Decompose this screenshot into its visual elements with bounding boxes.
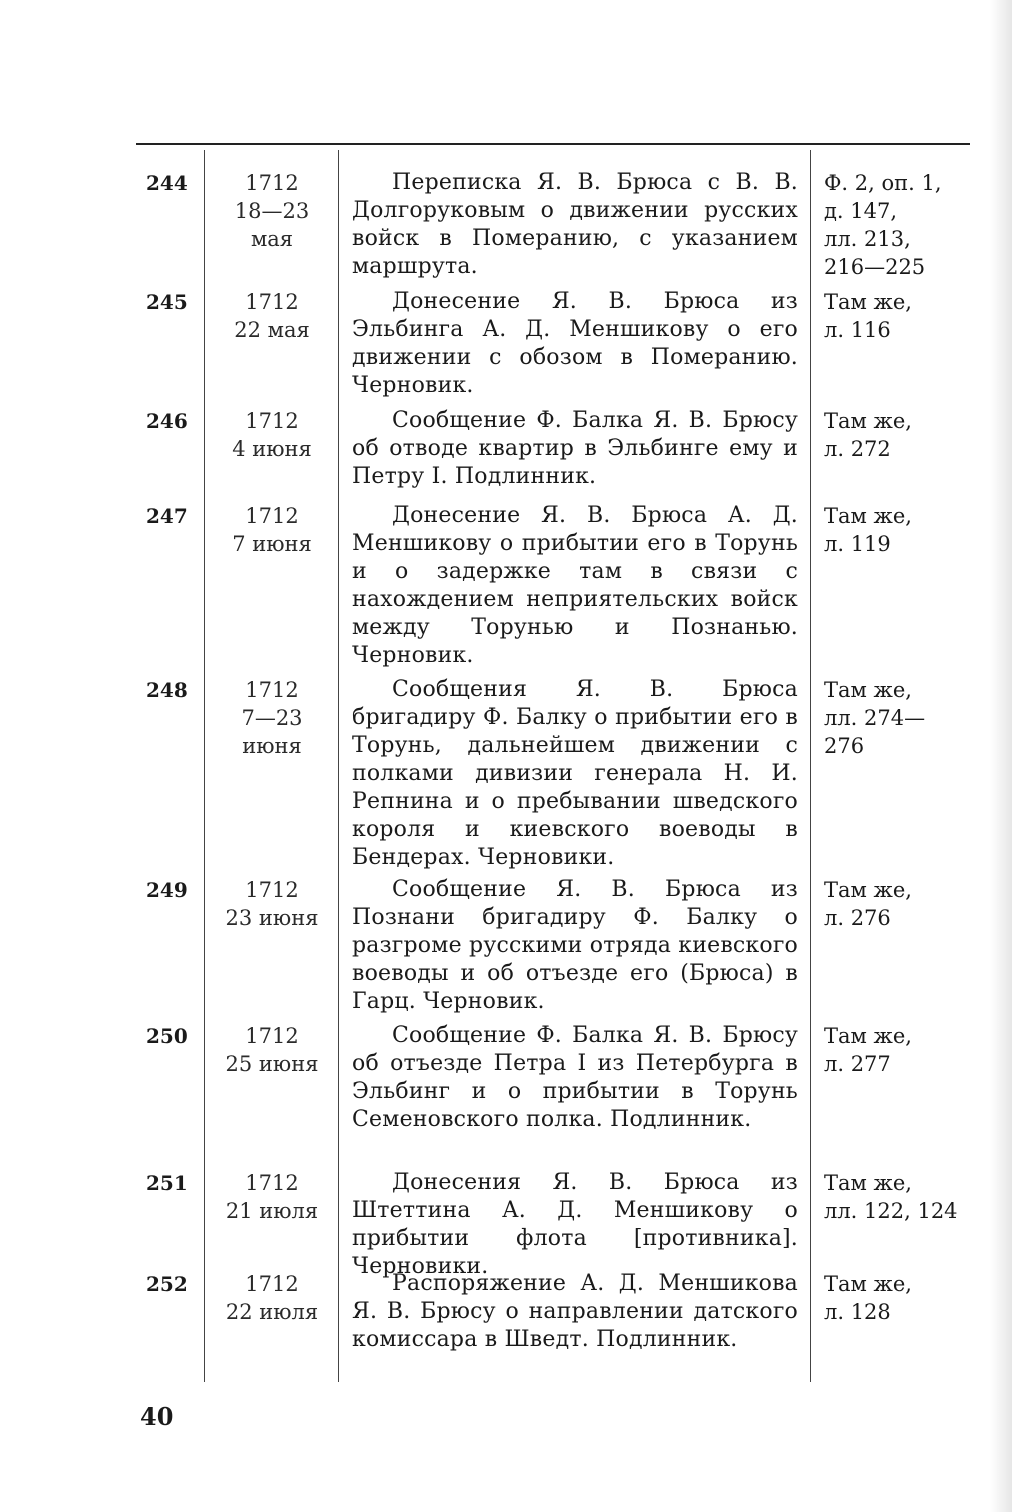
entry-date: 1712 4 июня <box>232 409 312 461</box>
entry-date: 1712 7 июня <box>232 504 312 556</box>
entry-reference: Там же, л. 272 <box>824 409 912 461</box>
entry-reference: Там же, л. 276 <box>824 878 912 930</box>
entry-number: 246 <box>146 409 188 433</box>
entry-number: 244 <box>146 171 188 195</box>
page-edge-shadow <box>990 0 1012 1512</box>
entry-reference: Ф. 2, оп. 1, д. 147, лл. 213, 216—225 <box>824 171 942 279</box>
entry-description: Переписка Я. В. Брюса с В. В. Долгоруковым о движении русских войск в Померанию, с указанием маршрута. <box>352 170 798 279</box>
entry-number: 251 <box>146 1171 188 1195</box>
entry-description: Донесения Я. В. Брюса из Штеттина А. Д. Меншикову о прибытии флота [противника]. Черновики. <box>352 1170 798 1279</box>
entry-date: 1712 18—23 мая <box>234 171 310 251</box>
entry-description: Сообщение Я. В. Брюса из Познани бригадиру Ф. Балку о разгроме русскими отряда киевского воеводы и об отъезде его (Брюса) в Гарц. Черновик. <box>352 877 798 1014</box>
entry-date: 1712 22 июля <box>225 1272 319 1324</box>
entry-date: 1712 22 мая <box>234 290 310 342</box>
table-top-rule <box>136 143 970 145</box>
entry-reference: Там же, л. 277 <box>824 1024 912 1076</box>
entry-reference: Там же, л. 116 <box>824 290 912 342</box>
entry-description: Сообщения Я. В. Брюса бригадиру Ф. Балку о прибытии его в Торунь, дальнейшем движении с полками дивизии генерала Н. И. Репнина и о пребывании шведского короля и киевского воеводы в Бендерах. Черновики. <box>352 677 798 870</box>
entry-number: 252 <box>146 1272 188 1296</box>
entry-reference: Там же, л. 128 <box>824 1272 912 1324</box>
entry-description: Донесение Я. В. Брюса из Эльбинга А. Д. Меншикову о его движении с обозом в Померанию. Черновик. <box>352 289 798 398</box>
entry-number: 247 <box>146 504 188 528</box>
entry-reference: Там же, лл. 122, 124 <box>824 1171 958 1223</box>
entry-number: 249 <box>146 878 188 902</box>
entry-number: 248 <box>146 678 188 702</box>
page-number: 40 <box>140 1402 174 1431</box>
entry-date: 1712 23 июня <box>225 878 319 930</box>
entry-date: 1712 21 июля <box>225 1171 319 1223</box>
entry-date: 1712 25 июня <box>225 1024 319 1076</box>
column-divider-2 <box>338 150 339 1382</box>
entry-reference: Там же, л. 119 <box>824 504 912 556</box>
entry-description: Донесение Я. В. Брюса А. Д. Меншикову о прибытии его в Торунь и о задержке там в связи с нахождением неприятельских войск между Торунью и Познанью. Черновик. <box>352 503 798 668</box>
column-divider-1 <box>204 150 205 1382</box>
entry-number: 250 <box>146 1024 188 1048</box>
entry-date: 1712 7—23 июня <box>241 678 303 758</box>
entry-description: Сообщение Ф. Балка Я. В. Брюсу об отъезде Петра I из Петербурга в Эльбинг и о прибытии в Торунь Семеновского полка. Подлинник. <box>352 1023 798 1132</box>
entry-description: Распоряжение А. Д. Меншикова Я. В. Брюсу о направлении датского комиссара в Шведт. Подлинник. <box>352 1271 798 1352</box>
entry-description: Сообщение Ф. Балка Я. В. Брюсу об отводе квартир в Эльбинге ему и Петру I. Подлинник. <box>352 408 798 489</box>
entry-reference: Там же, лл. 274— 276 <box>824 678 926 758</box>
entry-number: 245 <box>146 290 188 314</box>
column-divider-3 <box>810 150 811 1382</box>
